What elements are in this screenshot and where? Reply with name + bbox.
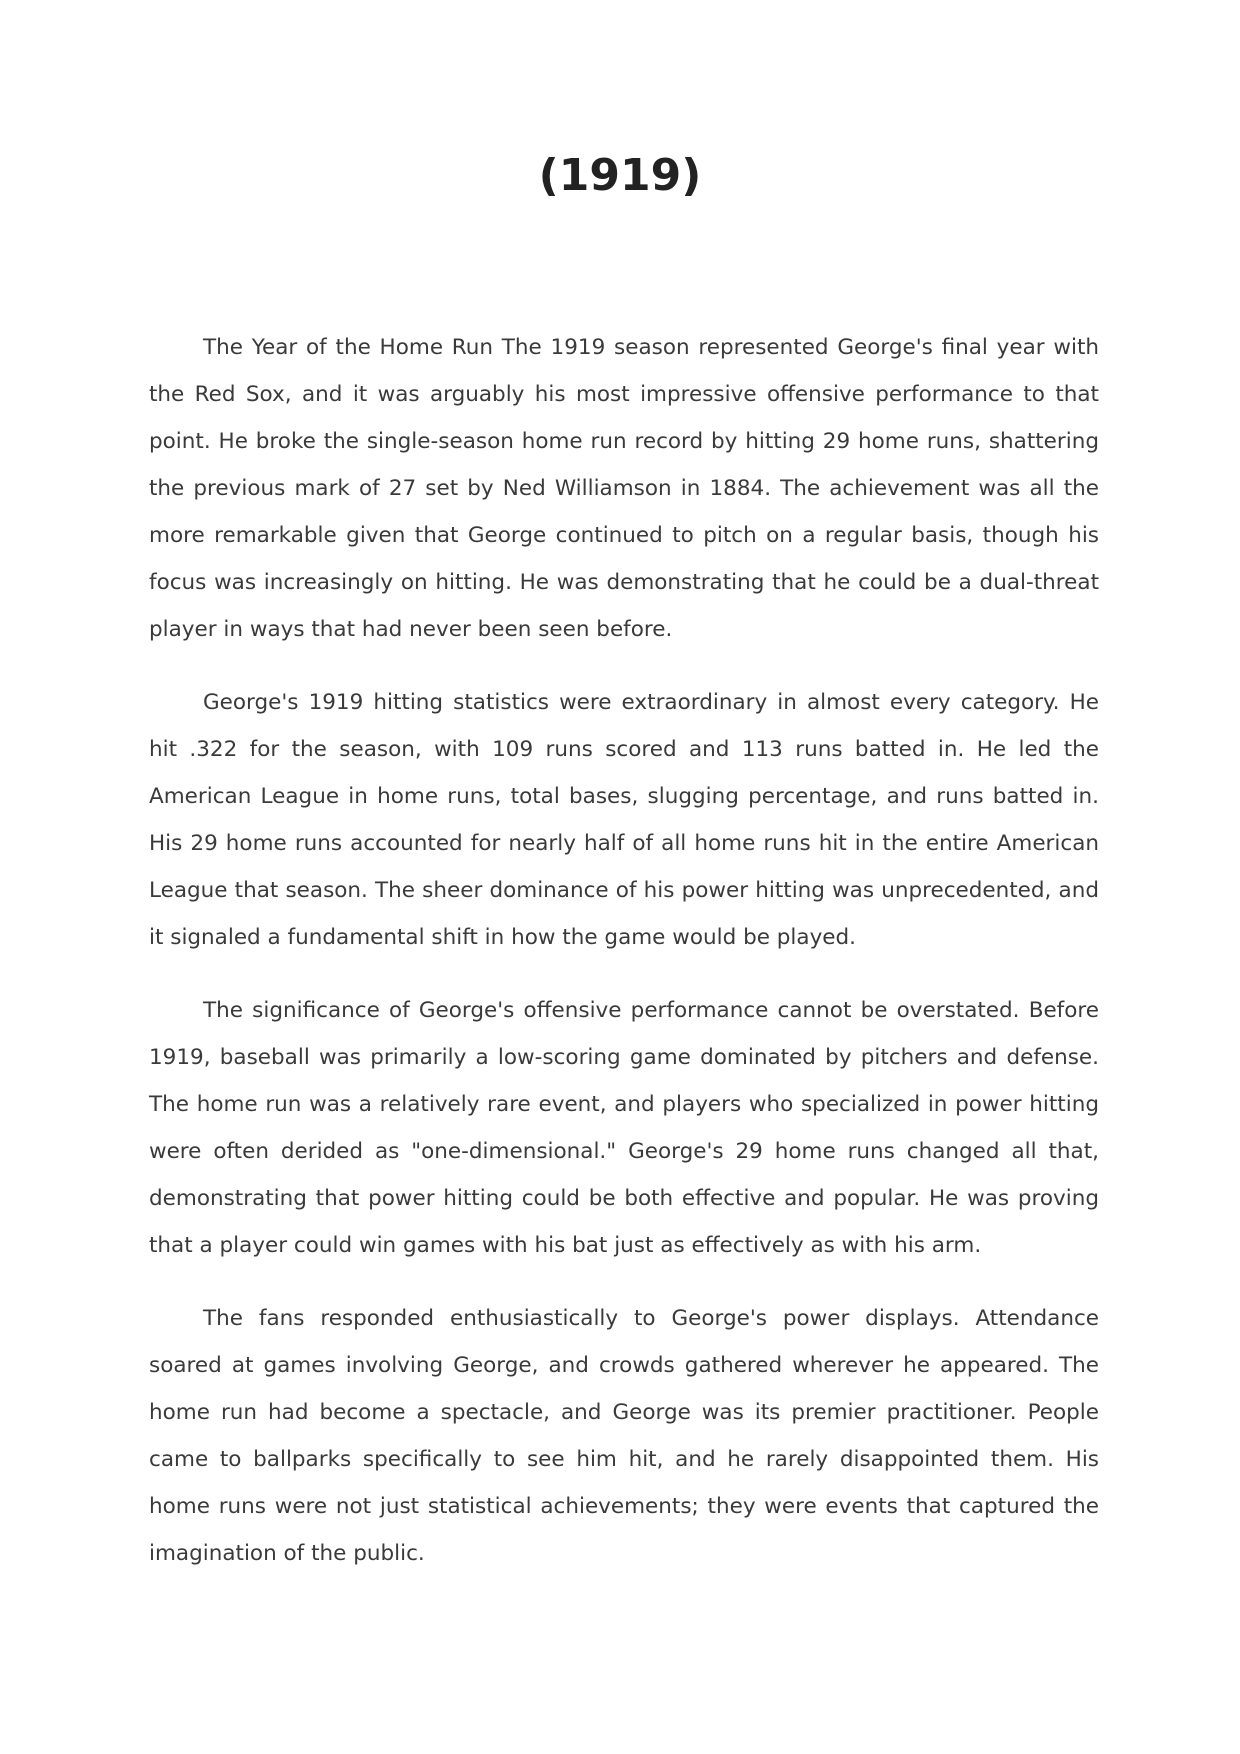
paragraph-4: The fans responded enthusiastically to George's power displays. Attendance soared at games involving George, and crowds gathered wherever he appeared. The home run had become a spectacle, and George was its premier practitioner. People came to ballparks specifically to see him hit, and he rarely disappointed them. His home runs were not just statistical achievements; they were events that captured the imagination of the public. (149, 1306, 1099, 1566)
paragraph-3: The significance of George's offensive performance cannot be overstated. Before 1919, baseball was primarily a low-scoring game dominated by pitchers and defense. The home run was a relatively rare event, and players who specialized in power hitting were often derided as "one-dimensional." George's 29 home runs changed all that, demonstrating that power hitting could be both effective and popular. He was proving that a player could win games with his bat just as effectively as with his arm. (149, 998, 1099, 1258)
paragraph-1: The Year of the Home Run The 1919 season represented George's final year with the Red Sox, and it was arguably his most impressive offensive performance to that point. He broke the single-season home run record by hitting 29 home runs, shattering the previous mark of 27 set by Ned Williamson in 1884. The achievement was all the more remarkable given that George continued to pitch on a regular basis, though his focus was increasingly on hitting. He was demonstrating that he could be a dual-threat player in ways that had never been seen before. (149, 335, 1099, 642)
paragraph-2: George's 1919 hitting statistics were extraordinary in almost every category. He hit .322 for the season, with 109 runs scored and 113 runs batted in. He led the American League in home runs, total bases, slugging percentage, and runs batted in. His 29 home runs accounted for nearly half of all home runs hit in the entire American League that season. The sheer dominance of his power hitting was unprecedented, and it signaled a fundamental shift in how the game would be played. (149, 690, 1099, 950)
body-text (149, 324, 1099, 1603)
page-title: (1919) (538, 150, 702, 201)
